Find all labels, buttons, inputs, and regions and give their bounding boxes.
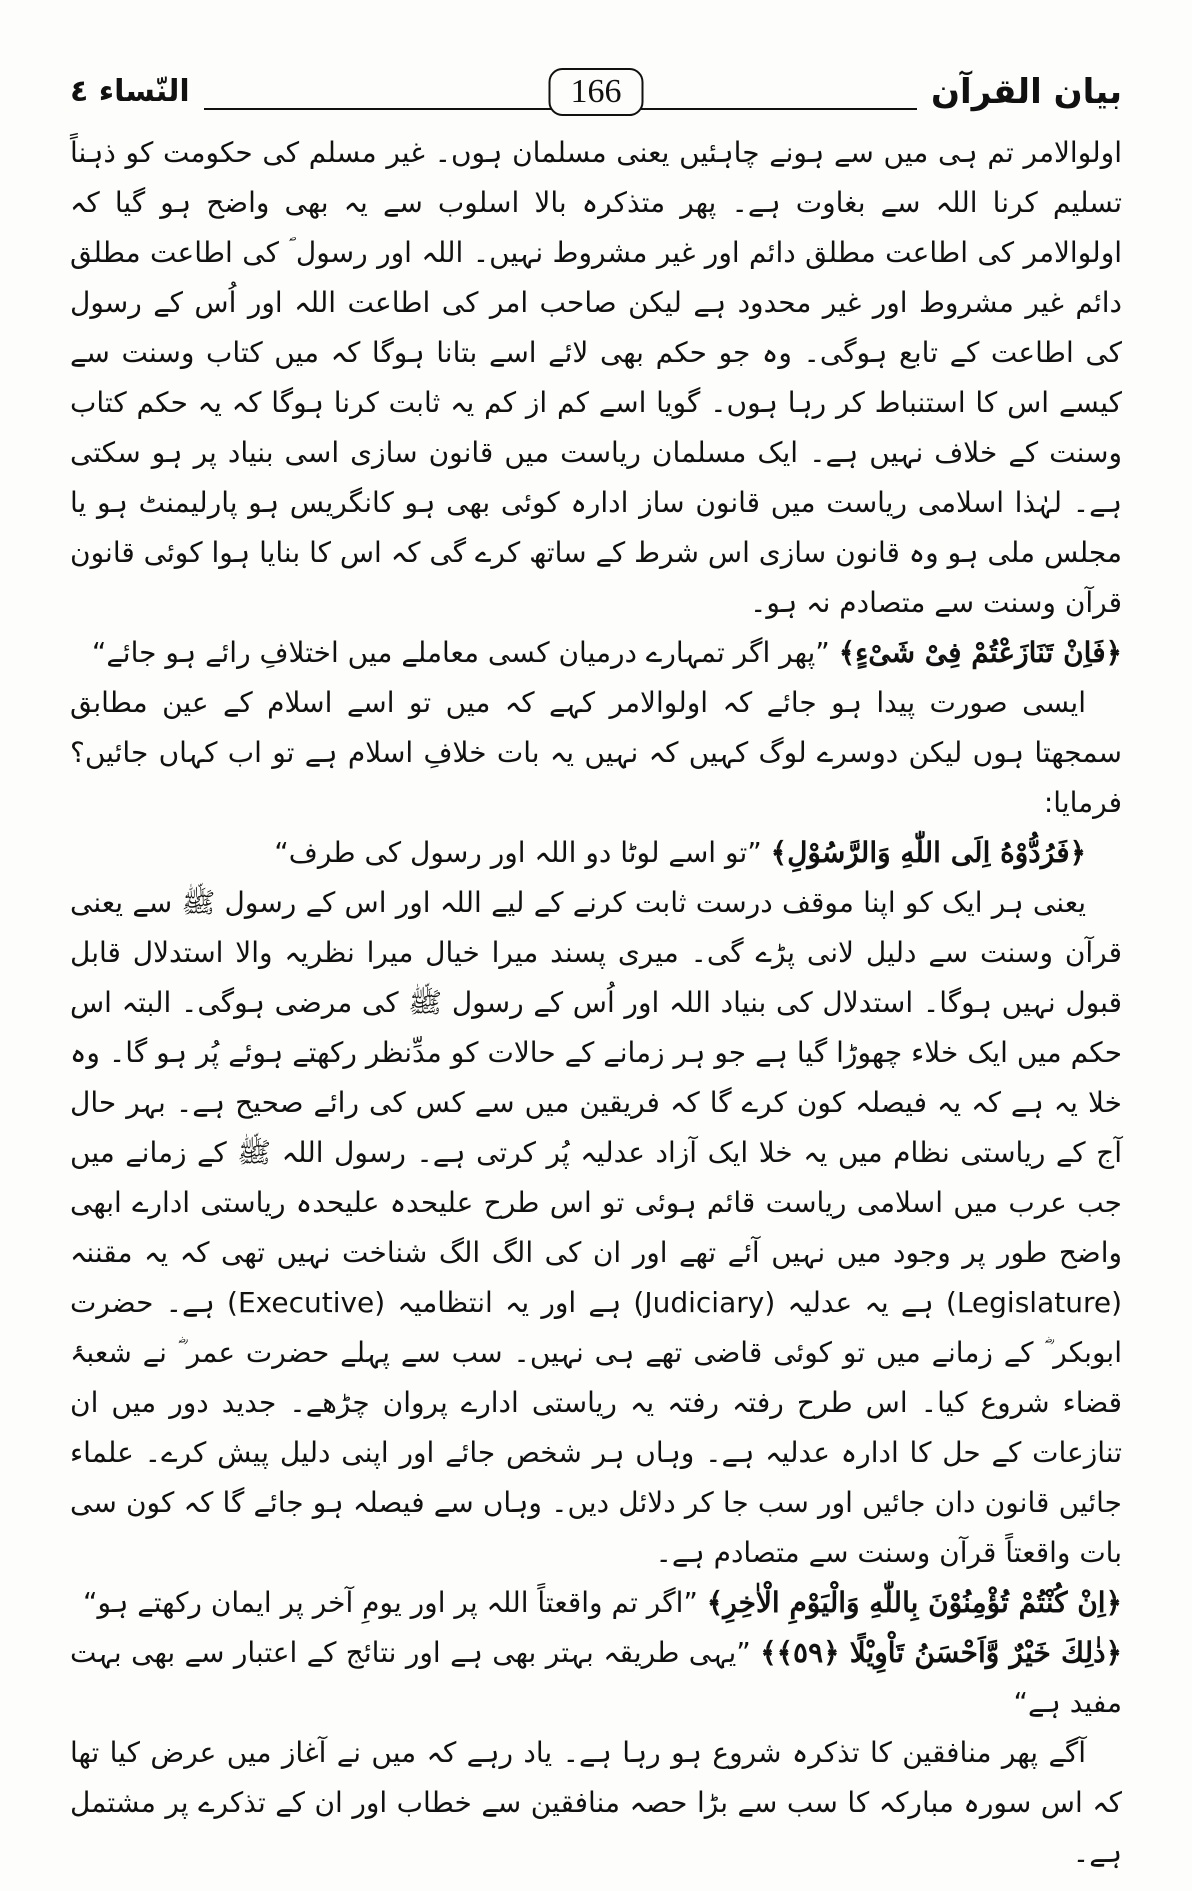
verse-arabic: ﴿فَاِنْ تَنَازَعْتُمْ فِیْ شَیْءٍ﴾ (838, 636, 1122, 669)
verse-translation: ”تو اسے لوٹا دو اللہ اور رسول کی طرف“ (274, 836, 762, 869)
verse-translation: ”اگر تم واقعتاً اللہ پر اور یومِ آخر پر ایمان رکھتے ہو“ (83, 1586, 698, 1619)
page-number: 166 (549, 68, 644, 116)
paragraph: ایسی صورت پیدا ہو جائے کہ اولوالامر کہے کہ میں تو اسے اسلام کے عین مطابق سمجھتا ہوں لیکن دوسرے لوگ کہیں کہ نہیں یہ بات خلافِ اسلام ہے تو اب کہاں جائیں؟ فرمایا: (70, 686, 1122, 819)
verse-arabic: ﴿فَرُدُّوْهُ اِلَى اللّٰهِ وَالرَّسُوْلِ﴾ (770, 836, 1086, 869)
verse-arabic: ﴿ذٰلِكَ خَيْرٌ وَّاَحْسَنُ تَاْوِيْلًا ﴿٥٩﴾﴾ (760, 1636, 1123, 1669)
verse-arabic: ﴿اِنْ كُنْتُمْ تُؤْمِنُوْنَ بِاللّٰهِ وَالْيَوْمِ الْاٰخِرِ﴾ (706, 1586, 1122, 1619)
verse-quote (70, 828, 1122, 878)
paragraph: اولوالامر تم ہی میں سے ہونے چاہئیں یعنی مسلمان ہوں۔ غیر مسلم کی حکومت کو ذہناً تسلیم کرنا اللہ سے بغاوت ہے۔ پھر متذکرہ بالا اسلوب سے یہ بھی واضح ہو گیا کہ اولوالامر کی اطاعت مطلق دائم اور غیر مشروط نہیں۔ اللہ اور رسول ؐ کی اطاعت مطلق دائم غیر مشروط اور غیر محدود ہے لیکن صاحب امر کی اطاعت اللہ اور اُس کے رسول کی اطاعت کے تابع ہوگی۔ وہ جو حکم بھی لائے اسے بتانا ہوگا کہ میں کتاب وسنت سے کیسے اس کا استنباط کر رہا ہوں۔ گویا اسے کم از کم یہ ثابت کرنا ہوگا کہ یہ حکم کتاب وسنت کے خلاف نہیں ہے۔ ایک مسلمان ریاست میں قانون سازی اسی بنیاد پر ہو سکتی ہے۔ لہٰذا اسلامی ریاست میں قانون ساز ادارہ کوئی بھی ہو کانگریس ہو پارلیمنٹ ہو یا مجلس ملی ہو وہ قانون سازی اس شرط کے ساتھ کرے گی کہ اس کا بنایا ہوا کوئی قانون قرآن وسنت سے متصادم نہ ہو۔ (70, 136, 1122, 619)
paragraph: آگے پھر منافقین کا تذکرہ شروع ہو رہا ہے۔ یاد رہے کہ میں نے آغاز میں عرض کیا تھا کہ اس سورہ مبارکہ کا سب سے بڑا حصہ منافقین سے خطاب اور ان کے تذکرے پر مشتمل ہے۔ (70, 1736, 1122, 1869)
verse-translation: ”یہی طریقہ بہتر بھی ہے اور نتائج کے اعتبار سے بھی بہت مفید ہے“ (70, 1636, 1122, 1719)
verse-translation: ”پھر اگر تمہارے درمیان کسی معاملے میں اختلافِ رائے ہو جائے“ (91, 636, 830, 669)
verse-quote (70, 1628, 1122, 1728)
verse-quote (70, 1578, 1122, 1628)
page-body (70, 128, 1122, 1878)
surah-title: النّساء ٤ (70, 72, 204, 112)
page-header (70, 68, 1122, 120)
book-title: بیان القرآن (917, 72, 1122, 112)
paragraph: یعنی ہر ایک کو اپنا موقف درست ثابت کرنے کے لیے اللہ اور اس کے رسول ﷺ سے یعنی قرآن وسنت سے دلیل لانی پڑے گی۔ میری پسند میرا خیال میرا نظریہ والا استدلال قابل قبول نہیں ہوگا۔ استدلال کی بنیاد اللہ اور اُس کے رسول ﷺ کی مرضی ہوگی۔ البتہ اس حکم میں ایک خلاء چھوڑا گیا ہے جو ہر زمانے کے حالات کو مدِّنظر رکھتے ہوئے پُر ہو گا۔ وہ خلا یہ ہے کہ یہ فیصلہ کون کرے گا کہ فریقین میں سے کس کی رائے صحیح ہے۔ بہر حال آج کے ریاستی نظام میں یہ خلا ایک آزاد عدلیہ پُر کرتی ہے۔ رسول اللہ ﷺ کے زمانے میں جب عرب میں اسلامی ریاست قائم ہوئی تو اس طرح علیحدہ علیحدہ ریاستی ادارے ابھی واضح طور پر وجود میں نہیں آئے تھے اور ان کی الگ الگ شناخت نہیں تھی کہ یہ مقننہ (Legislature) ہے یہ عدلیہ (Judiciary) ہے اور یہ انتظامیہ (Executive) ہے۔ حضرت ابوبکر ؓ کے زمانے میں تو کوئی قاضی تھے ہی نہیں۔ سب سے پہلے حضرت عمر ؓ نے شعبۂ قضاء شروع کیا۔ اس طرح رفتہ رفتہ یہ ریاستی ادارے پروان چڑھے۔ جدید دور میں ان تنازعات کے حل کا ادارہ عدلیہ ہے۔ وہاں ہر شخص جائے اور اپنی دلیل پیش کرے۔ علماء جائیں قانون دان جائیں اور سب جا کر دلائل دیں۔ وہاں سے فیصلہ ہو جائے گا کہ کون سی بات واقعتاً قرآن وسنت سے متصادم ہے۔ (70, 886, 1123, 1569)
verse-quote (70, 628, 1122, 678)
